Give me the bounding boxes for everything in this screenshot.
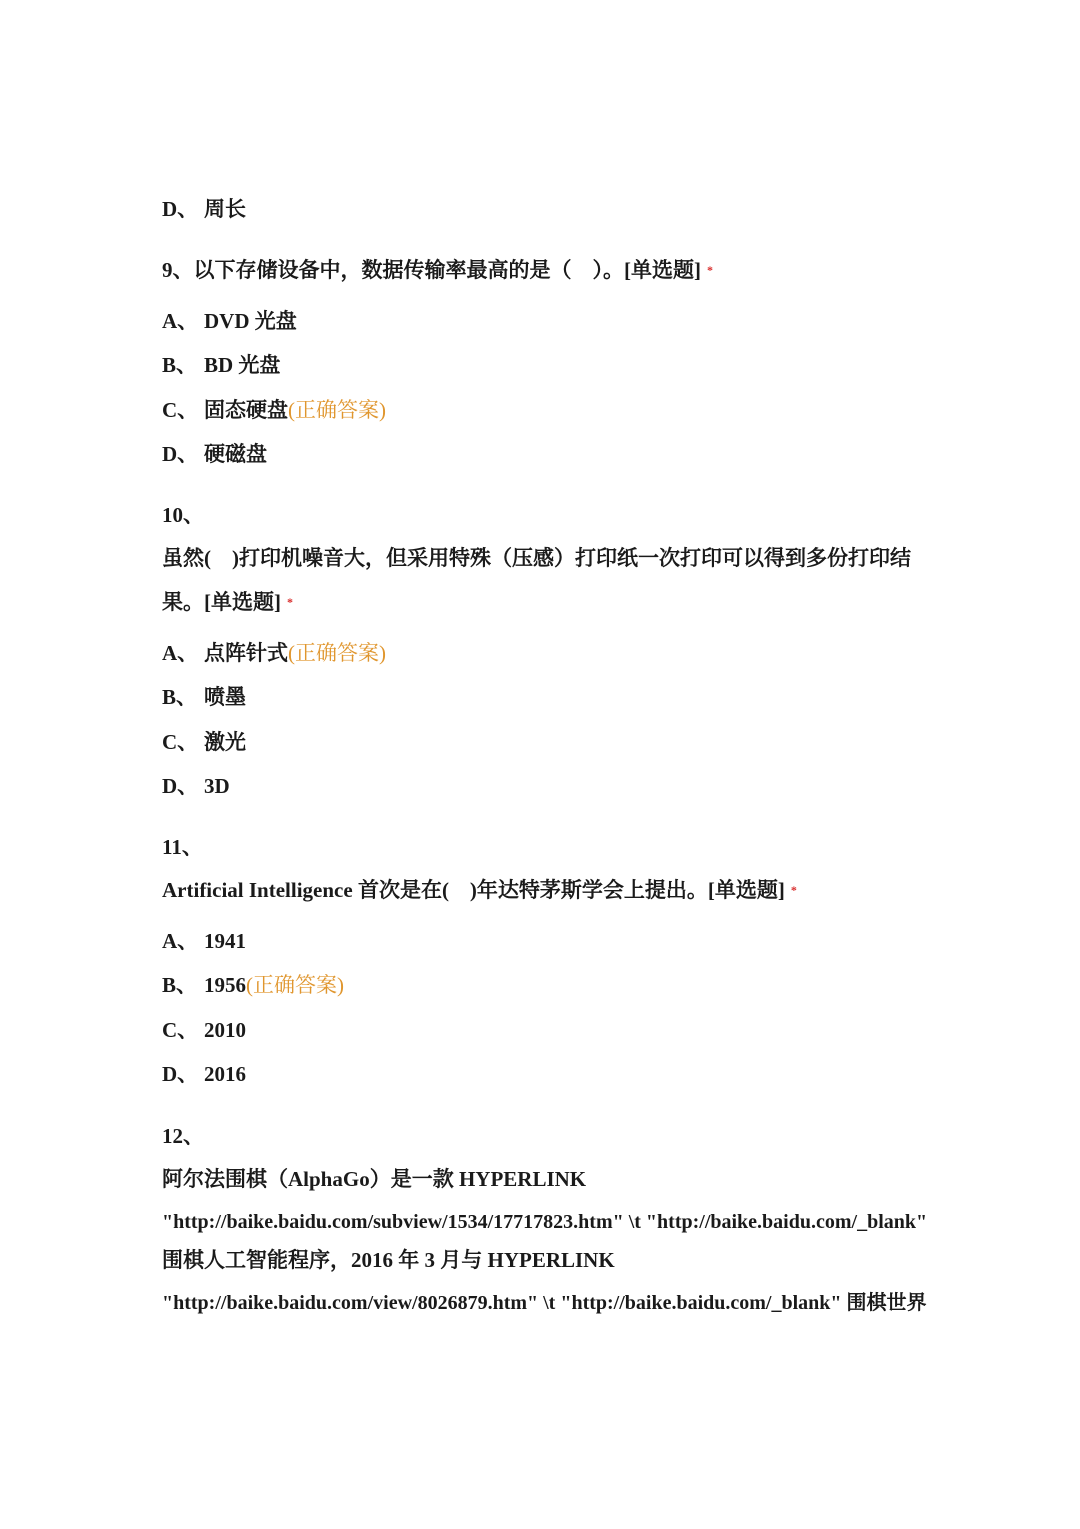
q11-number	[162, 833, 203, 861]
required-mark: *	[790, 883, 797, 897]
option-letter: B、	[162, 353, 198, 377]
option-text: DVD 光盘	[204, 309, 297, 333]
option-text: 1941	[204, 929, 246, 953]
question-text: 9、以下存储设备中，数据传输率最高的是（ ）。[单选题]	[162, 258, 701, 282]
q9-stem	[162, 256, 713, 284]
option-letter: D、	[162, 442, 199, 466]
option-text: 硬磁盘	[204, 442, 267, 466]
option-text: 激光	[204, 730, 246, 754]
option-letter: C、	[162, 398, 199, 422]
option-letter: A、	[162, 309, 199, 333]
q10-option-a	[162, 639, 386, 667]
option-letter: D、	[162, 1062, 199, 1086]
option-text: 点阵针式	[204, 641, 288, 665]
option-letter: B、	[162, 685, 198, 709]
q9-option-a	[162, 307, 297, 335]
question-text: "http://baike.baidu.com/subview/1534/17717823.htm" \t "http://baike.baidu.com/_blank"	[162, 1211, 928, 1233]
q9-option-c	[162, 396, 386, 424]
option-letter: C、	[162, 1018, 199, 1042]
question-text: 虽然( )打印机噪音大，但采用特殊（压感）打印纸一次打印可以得到多份打印结	[162, 546, 911, 570]
q10-option-d	[162, 772, 230, 800]
q11-option-b	[162, 971, 344, 999]
correct-answer-label: (正确答案)	[288, 398, 386, 422]
question-text: Artificial Intelligence 首次是在( )年达特茅斯学会上提出。[单选题]	[162, 878, 785, 902]
q11-option-a	[162, 927, 246, 955]
option-letter: B、	[162, 973, 198, 997]
q12-line4	[162, 1289, 927, 1317]
q8-option-d	[162, 195, 246, 223]
q11-option-c	[162, 1016, 246, 1044]
option-letter: A、	[162, 929, 199, 953]
correct-answer-label: (正确答案)	[288, 641, 386, 665]
option-text: 周长	[204, 197, 246, 221]
q11-stem	[162, 876, 797, 904]
option-text: 3D	[204, 774, 230, 798]
q10-option-c	[162, 728, 246, 756]
q10-number	[162, 501, 204, 529]
question-number: 10、	[162, 503, 204, 527]
q9-option-d	[162, 440, 267, 468]
option-letter: C、	[162, 730, 199, 754]
option-text: 2010	[204, 1018, 246, 1042]
option-letter: D、	[162, 774, 199, 798]
required-mark: *	[287, 595, 293, 609]
q10-stem-line1	[162, 544, 911, 572]
correct-answer-label: (正确答案)	[246, 973, 344, 997]
q12-number	[162, 1122, 204, 1150]
option-text: 固态硬盘	[204, 398, 288, 422]
q9-option-b	[162, 351, 280, 379]
question-text: 围棋人工智能程序，2016 年 3 月与 HYPERLINK	[162, 1248, 615, 1272]
question-text: 果。[单选题]	[162, 590, 281, 614]
question-text: 阿尔法围棋（AlphaGo）是一款 HYPERLINK	[162, 1167, 587, 1191]
q12-line3	[162, 1246, 615, 1274]
option-text: 喷墨	[204, 685, 246, 709]
question-number: 11、	[162, 835, 203, 859]
q12-line1	[162, 1165, 586, 1193]
option-letter: D、	[162, 197, 199, 221]
option-text: 1956	[204, 973, 246, 997]
option-letter: A、	[162, 641, 199, 665]
option-text: BD 光盘	[204, 353, 281, 377]
question-text: "http://baike.baidu.com/view/8026879.htm" \t "http://baike.baidu.com/_blank" 围棋世界	[162, 1292, 927, 1314]
option-text: 2016	[204, 1062, 246, 1086]
q10-option-b	[162, 683, 246, 711]
q12-line2	[162, 1208, 927, 1236]
required-mark: *	[706, 263, 713, 277]
q10-stem-line2	[162, 588, 293, 616]
question-number: 12、	[162, 1124, 204, 1148]
q11-option-d	[162, 1060, 246, 1088]
